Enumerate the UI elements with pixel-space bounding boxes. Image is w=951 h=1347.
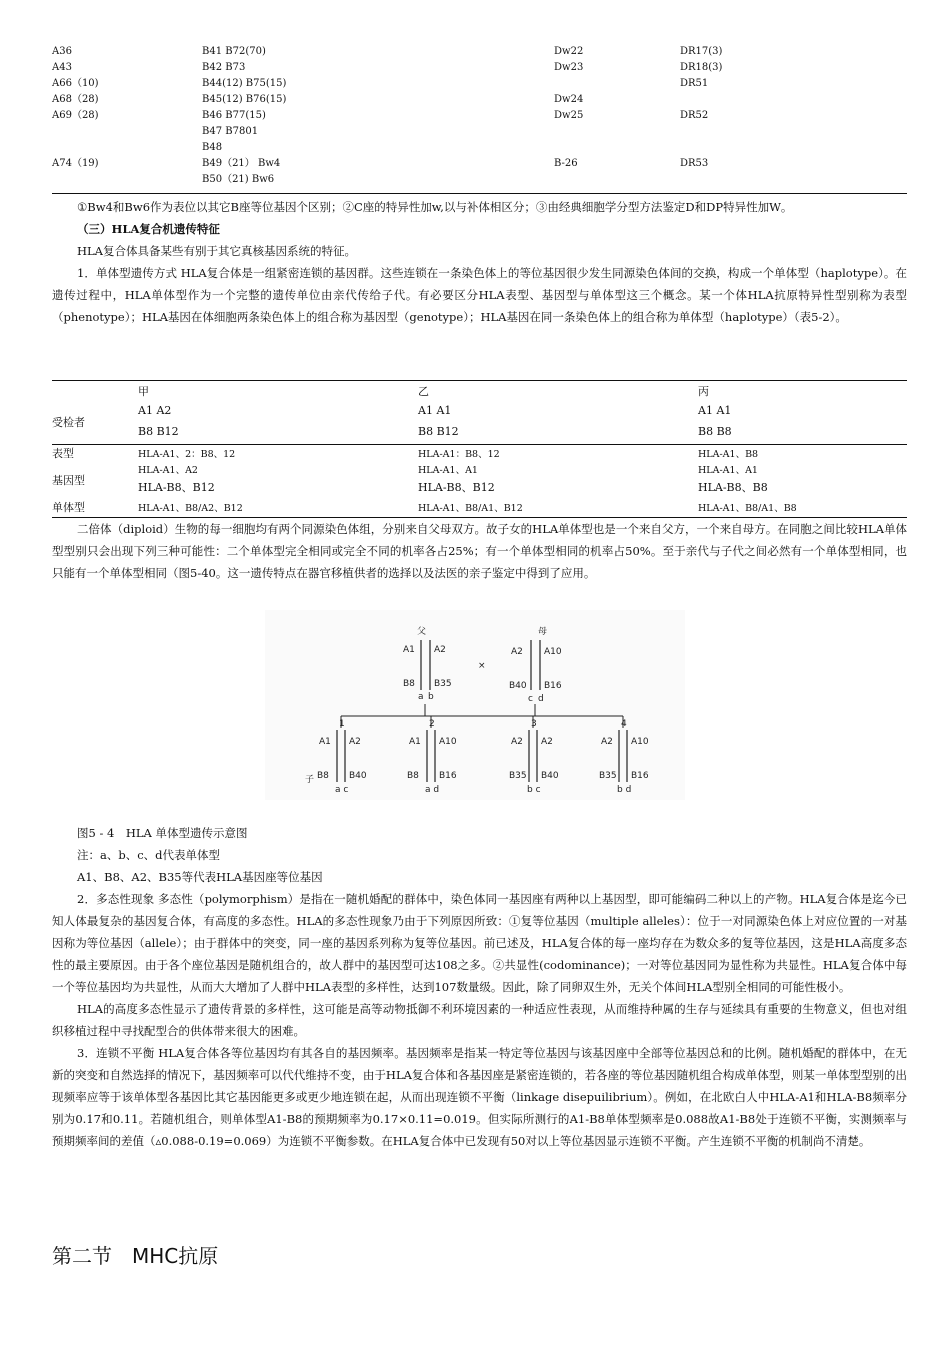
genotype-cell: HLA-B8、B12 [138,481,215,494]
father-label: 父 [417,627,427,637]
allele-label: A2 [601,737,613,747]
allele-table-cell [680,92,907,108]
col-header-bing: 丙 [698,385,709,398]
intro-paragraph: HLA复合体具备某些有别于其它真核基因系统的特征。 [77,244,356,258]
allele-table-cell: B42 B73 [202,62,246,73]
haplotype-letters: a d [425,785,440,795]
allele-table-cell [680,124,907,140]
figure-note: 注：a、b、c、d代表单体型 [77,848,221,862]
allele-table-cell: B44(12) B75(15) [202,78,287,89]
allele-table-cell: A43 [52,62,72,73]
allele-table-cell: B45(12) B76(15) [202,94,287,105]
haplotype-letter: c [528,694,533,704]
child-1 [317,716,367,795]
haplotype-table [52,382,907,516]
subject-cell: B8 B12 [418,425,459,439]
child-number: 2 [429,719,435,729]
allele-label: A1 [403,645,415,655]
allele-table-cell: B-26 [554,158,578,169]
allele-table-cell: A36 [52,46,72,57]
allele-table-cell [554,172,680,188]
allele-table-row [52,60,907,76]
genotype-label: 基因型 [52,474,85,487]
allele-table-cell: A74（19) [52,158,99,169]
haplotype-letters: b d [617,785,632,795]
allele-table-row [52,44,907,60]
allele-label: B35 [509,771,527,781]
text-block-2 [52,518,907,584]
allele-table-row [52,108,907,124]
phenotype-cell: HLA-A1：B8、12 [418,449,500,461]
child-number: 4 [621,719,627,729]
subject-cell: A1 A1 [698,403,732,417]
allele-label: B35 [434,679,452,689]
allele-table [52,44,907,188]
allele-label: A2 [541,737,553,747]
haplotype-letter: b [428,692,434,702]
subject-label: 受检者 [52,415,85,429]
col-header-jia: 甲 [138,385,149,398]
paragraph-polymorphism-significance: HLA的高度多态性显示了遗传背景的多样性，这可能是高等动物抵御不利环境因素的一种适应性表现，从而维持种属的生存与延续具有重要的生物意义，但也对组织移植过程中寻找配型合的供体带来很大的困难。 [52,1002,907,1038]
father-chromosomes [403,640,452,702]
subject-cell: B8 B12 [138,425,179,439]
allele-table-cell [680,140,907,156]
allele-label: B8 [317,771,329,781]
haplotype-letter: a [418,692,424,702]
allele-table-cell [52,124,202,140]
allele-table-row [52,124,907,140]
allele-table-cell: A68（28) [52,94,99,105]
phenotype-cell: HLA-A1、2：B8、12 [138,449,236,461]
allele-label: A1 [319,737,331,747]
allele-table-row [52,172,907,188]
haplotype-letter: d [538,694,544,704]
haplotype-label: 单体型 [52,501,85,514]
allele-table-cell: DR51 [680,78,709,89]
allele-table-cell: Dw22 [554,46,584,57]
allele-label: B40 [349,771,367,781]
allele-label: A2 [434,645,446,655]
cross-symbol: × [478,661,486,671]
allele-label: B8 [403,679,415,689]
subject-cell: A1 A1 [418,403,452,417]
phenotype-cell: HLA-A1、B8 [698,449,759,461]
allele-table-cell [554,124,680,140]
allele-label: A10 [439,737,457,747]
allele-label: A10 [544,647,562,657]
child-3 [509,716,559,795]
allele-table-cell: B48 [202,142,223,153]
text-block-3 [52,822,907,1152]
text-block-1 [52,196,907,328]
haplotype-letters: b c [527,785,541,795]
allele-label: A10 [631,737,649,747]
figure-note: A1、B8、A2、B35等代表HLA基因座等位基因 [77,870,323,884]
allele-table-cell [554,76,680,92]
subject-cell: A1 A2 [138,403,172,417]
col-header-yi: 乙 [418,385,429,398]
subject-cell: B8 B8 [698,425,732,439]
section-heading: （三）HLA复合机遗传特征 [77,222,220,236]
haplotype-cell: HLA-A1、B8/A1、B8 [698,503,797,514]
allele-table-cell: DR52 [680,110,709,121]
paragraph-diploid: 二倍体（diploid）生物的每一细胞均有两个同源染色体组，分别来自父母双方。故子女的HLA单体型也是一个来自父方，一个来自母方。在同胞之间比较HLA单体型型别只会出现下列三种可能性：二个单体型完全相同或完全不同的机率各占25%；有一个单体型相同的机率占50%。至于亲代与子代之间必然有一个单体型相同，也只能有一个单体型相同（图5-40。这一遗传特点在器官移植供者的选择以及法医的亲子鉴定中得到了应用。 [52,522,907,580]
allele-table-cell: A66（10) [52,78,99,89]
allele-label: A2 [511,647,523,657]
child-4 [599,716,649,795]
allele-table-cell: B46 B77(15) [202,110,266,121]
paragraph-linkage: 3．连锁不平衡 HLA复合体各等位基因均有其各自的基因频率。基因频率是指某一特定等位基因与该基因座中全部等位基因总和的比例。随机婚配的群体中，在无新的突变和自然选择的情况下，基因频率可以代代维持不变，由于HLA复合体和各基因座是紧密连锁的，若各座的等位基因随机组合构成单体型，则某一单体型型别的出现频率应等于该单体型各基因比其它基因能更多或更少地连锁在起，从而出现连锁不平衡（linkage disepuilibrium）。例如，在北欧白人中HLA-A1和HLA-B8频率分别为0.17和0.11。若随机组合，则单体型A1-B8的预期频率为0.17×0.11=0.019。但实际所测行的A1-B8单体型频率是0.088故A1-B8处于连锁不平衡，实测频率与预期频率间的差值（▵0.088-0.19=0.069）为连锁不平衡参数。在HLA复合体中已发现有50对以上等位基因显示连锁不平衡。产生连锁不平衡的机制尚不清楚。 [52,1046,907,1148]
allele-table-cell: DR53 [680,158,709,169]
allele-table-row [52,76,907,92]
allele-table-row [52,156,907,172]
paragraph-haplotype: 1．单体型遗传方式 HLA复合体是一组紧密连锁的基因群。这些连锁在一条染色体上的等位基因很少发生同源染色体间的交换，构成一个单体型（haplotype）。在遗传过程中，HLA单体型作为一个完整的遗传单位由亲代传给子代。有必要区分HLA表型、基因型与单体型这三个概念。某一个体HLA抗原特异性型别称为表型（phenotype）；HLA基因在体细胞两条染色体上的组合称为基因型（genotype）；HLA基因在同一条染色体上的组合称为单体型（haplotype）（表5-2）。 [52,266,907,324]
allele-table-cell [52,140,202,156]
hap-table-top-rule [52,380,907,381]
genotype-cell: HLA-B8、B12 [418,481,495,494]
table-bottom-rule [52,193,907,194]
allele-table-cell: Dw23 [554,62,584,73]
child-label: 子 [305,775,315,785]
allele-table-cell [554,140,680,156]
allele-table-cell: B47 B7801 [202,126,259,137]
haplotype-inheritance-figure [265,610,685,800]
allele-label: B16 [439,771,457,781]
allele-label: B40 [541,771,559,781]
haplotype-letters: a c [335,785,349,795]
allele-table-cell: DR17(3) [680,46,723,57]
child-number: 1 [339,719,345,729]
phenotype-label: 表型 [52,447,74,461]
allele-label: A2 [511,737,523,747]
paragraph-polymorphism: 2．多态性现象 多态性（polymorphism）是指在一随机婚配的群体中，染色体同一基因座有两种以上基因型，即可能编码二种以上的产物。HLA复合体是迄今已知人体最复杂的基因复合体，有高度的多态性。HLA的多态性现象乃由于下列原因所致：①复等位基因（multiple alleles）：位于一对同源染色体上对应位置的一对基因称为等位基因（allele）；由于群体中的突变，同一座的基因系列称为复等位基因。前已述及，HLA复合体的每一座均存在为数众多的复等位基因，这是HLA高度多态性的最主要原因。由于各个座位基因是随机组合的，故人群中的基因型可达108之多。②共显性(codominance)；一对等位基因同为显性称为共显性。HLA复合体中每一个等位基因均为共显性，从而大大增加了人群中HLA表型的多样性，达到107数量级。因此，除了同卵双生外，无关个体间HLA型别全相同的可能性极小。 [52,892,907,994]
allele-table-cell: B49（21） Bw4 [202,158,281,169]
haplotype-cell: HLA-A1、B8/A1、B12 [418,503,523,514]
allele-table-cell: Dw25 [554,110,584,121]
genotype-cell: HLA-A1、A1 [418,465,478,476]
child-number: 3 [531,719,537,729]
allele-table-row [52,92,907,108]
allele-label: B40 [509,681,527,691]
genotype-cell: HLA-B8、B8 [698,481,768,494]
children-group [317,716,649,795]
genotype-cell: HLA-A1、A2 [138,465,198,476]
allele-table-cell [680,172,907,188]
allele-table-cell: B41 B72(70) [202,46,266,57]
figure-caption: 图5 - 4 HLA 单体型遗传示意图 [77,826,248,840]
allele-label: B16 [544,681,562,691]
child-2 [407,716,457,795]
allele-label: A1 [409,737,421,747]
allele-table-cell [52,172,202,188]
allele-table-cell: B50（21) Bw6 [202,174,275,185]
mother-label: 母 [538,627,548,637]
haplotype-cell: HLA-A1、B8/A2、B12 [138,503,243,514]
allele-table-cell: DR18(3) [680,62,723,73]
mother-chromosomes [509,640,562,704]
allele-label: B35 [599,771,617,781]
section-title: 第二节 MHC抗原 [52,1244,219,1268]
allele-table-cell: A69（28) [52,110,99,121]
allele-table-cell: Dw24 [554,94,584,105]
allele-label: A2 [349,737,361,747]
table-note: ①Bw4和Bw6作为表位以其它B座等位基因个区别；②C座的特异性加w,以与补体相区分；③由经典细胞学分型方法鉴定D和DP特异性加W。 [77,200,793,214]
allele-label: B16 [631,771,649,781]
allele-label: B8 [407,771,419,781]
genotype-cell: HLA-A1、A1 [698,465,758,476]
allele-table-row [52,140,907,156]
